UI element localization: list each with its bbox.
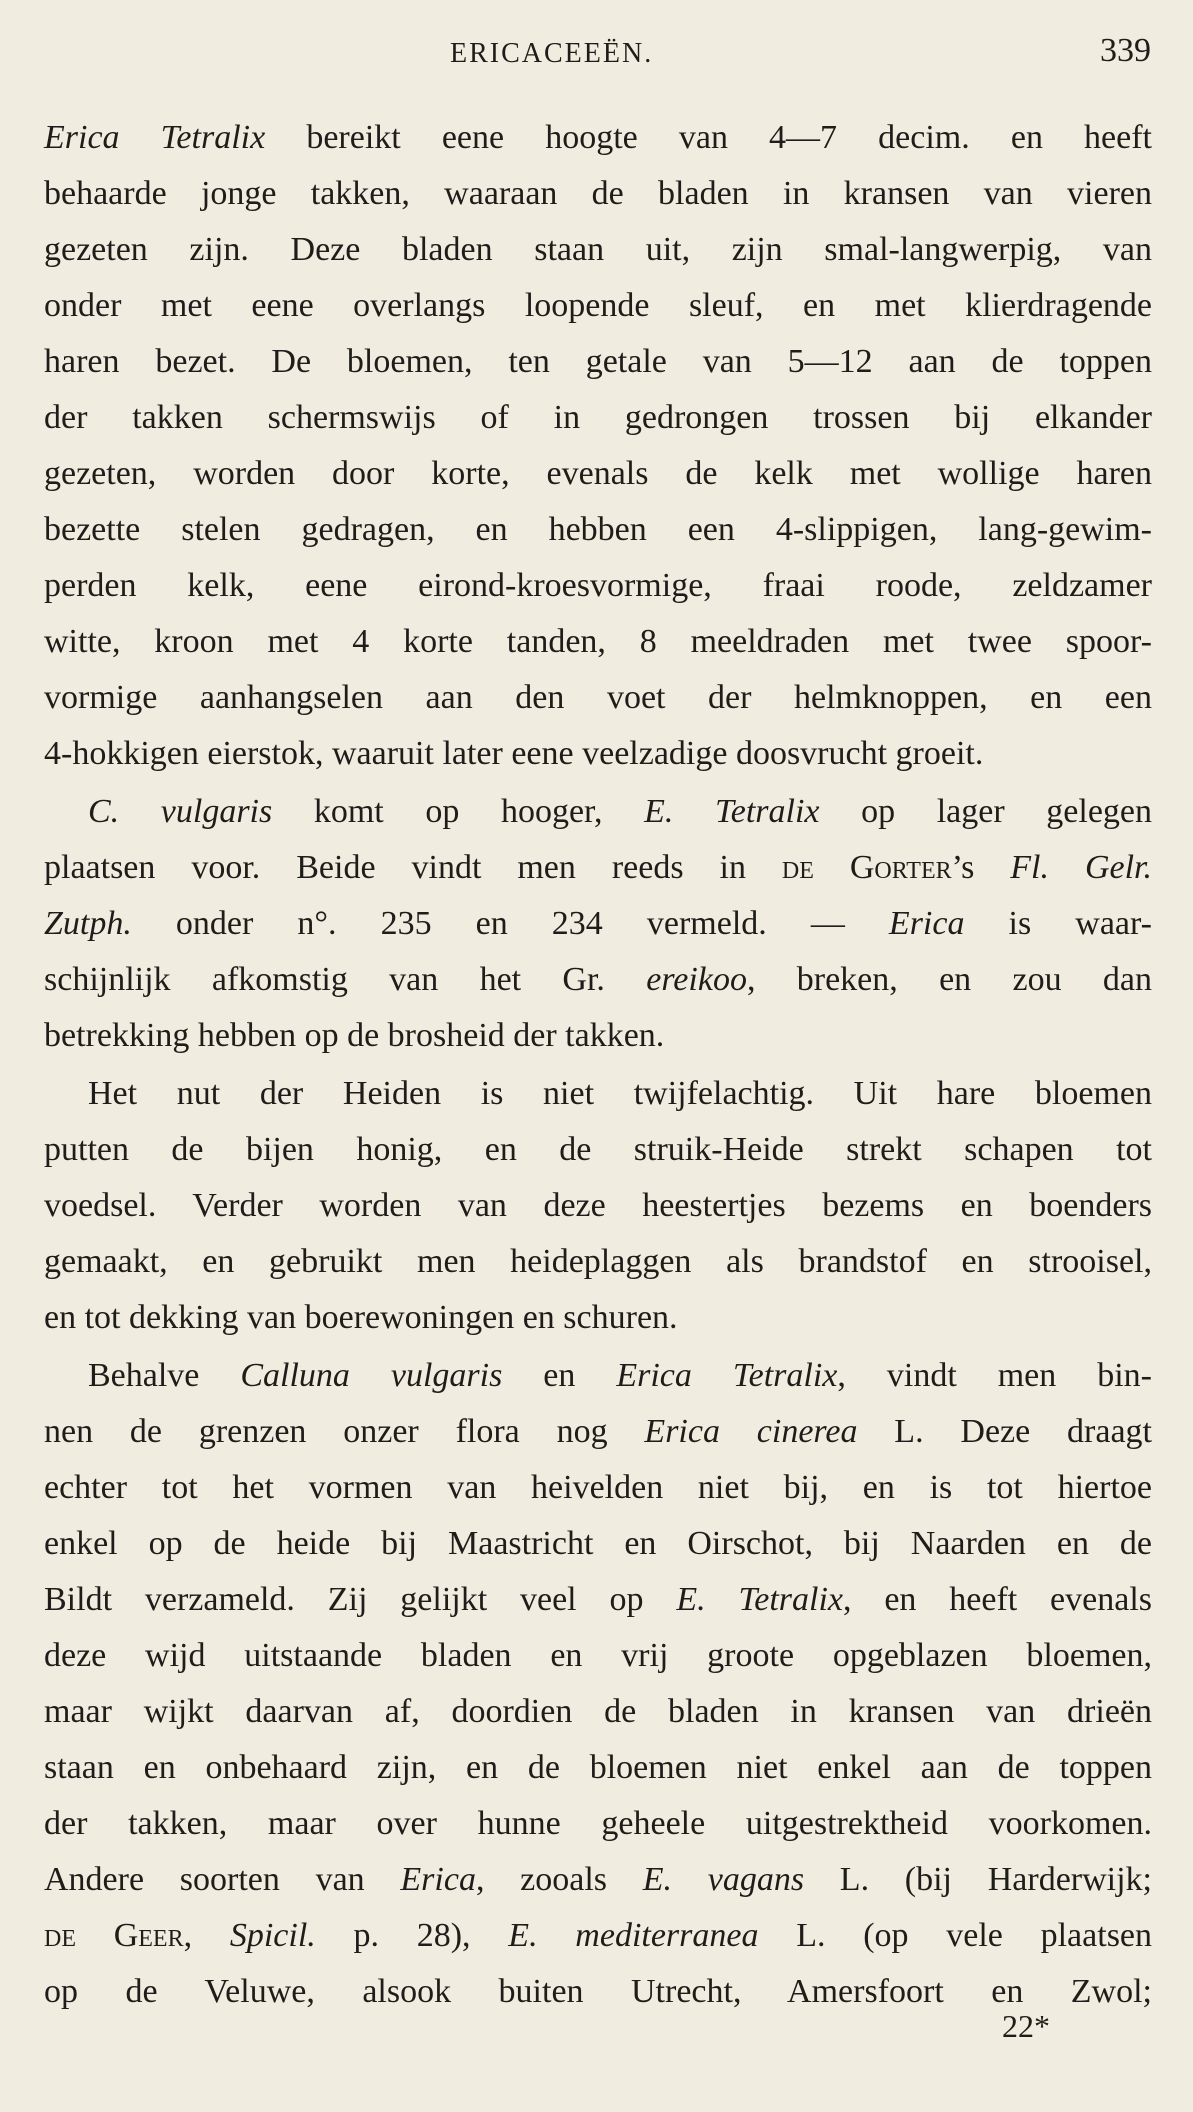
text-line (44, 166, 1152, 222)
text-run: der takken, maar over hunne geheele uitgestrektheid voorkomen. (44, 1805, 1152, 1842)
italic-run: E. Tetralix (676, 1581, 843, 1618)
text-line (44, 726, 1152, 782)
text-run: betrekking hebben op de brosheid der takken. (44, 1017, 665, 1054)
text-line (44, 1516, 1152, 1572)
text-run: putten de bijen honig, en de struik-Heide strekt schapen tot (44, 1131, 1152, 1168)
text-run: gezeten zijn. Deze bladen staan uit, zijn smal-langwerpig, van (44, 231, 1152, 268)
text-line (44, 1628, 1152, 1684)
text-run: is waar- (964, 905, 1152, 942)
italic-run: ereikoo (646, 961, 747, 998)
text-run: , en heeft evenals (842, 1581, 1153, 1618)
text-line (44, 334, 1152, 390)
text-line (44, 446, 1152, 502)
text-run: gemaakt, en gebruikt men heideplaggen als brandstof en strooisel, (44, 1243, 1152, 1280)
text-run: voedsel. Verder worden van deze heestertjes bezems en boenders (44, 1187, 1152, 1224)
text-run: en (502, 1357, 617, 1394)
text-line (44, 784, 1152, 840)
text-run: bereikt eene hoogte van 4—7 decim. en heeft (265, 119, 1153, 156)
italic-run: Erica (400, 1861, 476, 1898)
text-run: p. 28), (315, 1917, 509, 1954)
page-number: 339 (1100, 32, 1151, 69)
running-title: ERICACEEËN. (450, 38, 654, 69)
text-line (44, 1796, 1152, 1852)
italic-run: E. vagans (642, 1861, 805, 1898)
text-run: echter tot het vormen van heivelden niet bij, en is tot hiertoe (44, 1469, 1152, 1506)
italic-run: Calluna vulgaris (240, 1357, 503, 1394)
text-line (44, 1234, 1152, 1290)
italic-run: Spicil. (229, 1917, 316, 1954)
text-run: enkel op de heide bij Maastricht en Oirschot, bij Naarden en de (44, 1525, 1152, 1562)
text-run: , (183, 1917, 230, 1954)
text-run: staan en onbehaard zijn, en de bloemen niet enkel aan de toppen (44, 1749, 1152, 1786)
text-run: op de Veluwe, alsook buiten Utrecht, Amersfoort en Zwol; (44, 1973, 1152, 2010)
text-run: plaatsen voor. Beide vindt men reeds in (44, 849, 782, 886)
text-line (44, 1178, 1152, 1234)
text-line (44, 1572, 1152, 1628)
text-run: schijnlijk afkomstig van het Gr. (44, 961, 647, 998)
italic-run: E. mediterranea (508, 1917, 759, 1954)
text-line (44, 614, 1152, 670)
text-run: onder met eene overlangs loopende sleuf, en met klierdragende (44, 287, 1152, 324)
italic-run: Erica (888, 905, 965, 942)
text-line (44, 1684, 1152, 1740)
text-run: L. Deze draagt (857, 1413, 1153, 1450)
italic-run: C. vulgaris (88, 793, 273, 830)
text-line (44, 1908, 1152, 1964)
text-line (44, 896, 1152, 952)
italic-run: E. Tetralix (644, 793, 820, 830)
text-line (44, 390, 1152, 446)
italic-run: Fl. Gelr. (1010, 849, 1152, 886)
text-run: Andere soorten van (44, 1861, 401, 1898)
text-run: der takken schermswijs of in gedrongen trossen bij elkander (44, 399, 1152, 436)
text-line (44, 1404, 1152, 1460)
italic-run: Erica cinerea (644, 1413, 858, 1450)
text-line (44, 278, 1152, 334)
text-line (44, 1290, 1152, 1346)
smallcaps-run: de Geer (44, 1917, 184, 1954)
text-line (44, 1066, 1152, 1122)
signature-mark: 22* (1002, 2008, 1050, 2044)
text-run: , breken, en zou dan (746, 961, 1152, 998)
text-line (44, 222, 1152, 278)
italic-run: Zutph. (44, 905, 132, 942)
text-run: witte, kroon met 4 korte tanden, 8 meeldraden met twee spoor- (44, 623, 1152, 660)
text-run: Het nut der Heiden is niet twijfelachtig. Uit hare bloemen (88, 1075, 1152, 1112)
text-run: ’s (951, 849, 1011, 886)
text-run: Bildt verzameld. Zij gelijkt veel op (44, 1581, 677, 1618)
body-text (44, 110, 1152, 2020)
text-line (44, 1348, 1152, 1404)
text-run: perden kelk, eene eirond-kroesvormige, fraai roode, zeldzamer (44, 567, 1152, 604)
text-run: L. (bij Harderwijk; (804, 1861, 1152, 1898)
italic-run: Erica Tetralix (616, 1357, 838, 1394)
text-run: 4-hokkigen eierstok, waaruit later eene veelzadige doosvrucht groeit. (44, 735, 984, 772)
text-line (44, 670, 1152, 726)
text-line (44, 558, 1152, 614)
running-head (0, 30, 1193, 80)
smallcaps-run: de Gorter (781, 849, 952, 886)
italic-run: Erica Tetralix (44, 119, 266, 156)
text-run: haren bezet. De bloemen, ten getale van 5—12 aan de toppen (44, 343, 1152, 380)
text-run: komt op hooger, (272, 793, 645, 830)
text-run: behaarde jonge takken, waaraan de bladen in kransen van vieren (44, 175, 1152, 212)
text-line (44, 1460, 1152, 1516)
text-line (44, 1008, 1152, 1064)
text-run: , vindt men bin- (837, 1357, 1152, 1394)
text-run: en tot dekking van boerewoningen en schuren. (44, 1299, 678, 1336)
text-run: L. (op vele plaatsen (758, 1917, 1153, 1954)
text-run: deze wijd uitstaande bladen en vrij groote opgeblazen bloemen, (44, 1637, 1152, 1674)
text-run: vormige aanhangselen aan den voet der helmknoppen, en een (44, 679, 1152, 716)
text-line (44, 1122, 1152, 1178)
text-line (44, 1852, 1152, 1908)
text-line (44, 502, 1152, 558)
text-run: , zooals (475, 1861, 643, 1898)
text-run: Behalve (88, 1357, 241, 1394)
text-run: nen de grenzen onzer flora nog (44, 1413, 645, 1450)
text-line (44, 840, 1152, 896)
text-run: gezeten, worden door korte, evenals de kelk met wollige haren (44, 455, 1152, 492)
text-line (44, 110, 1152, 166)
text-run: op lager gelegen (819, 793, 1153, 830)
text-run: maar wijkt daarvan af, doordien de bladen in kransen van drieën (44, 1693, 1152, 1730)
text-run: onder n°. 235 en 234 vermeld. — (131, 905, 889, 942)
text-line (44, 1964, 1152, 2020)
text-line (44, 952, 1152, 1008)
text-run: bezette stelen gedragen, en hebben een 4-slippigen, lang-gewim- (44, 511, 1152, 548)
text-line (44, 1740, 1152, 1796)
